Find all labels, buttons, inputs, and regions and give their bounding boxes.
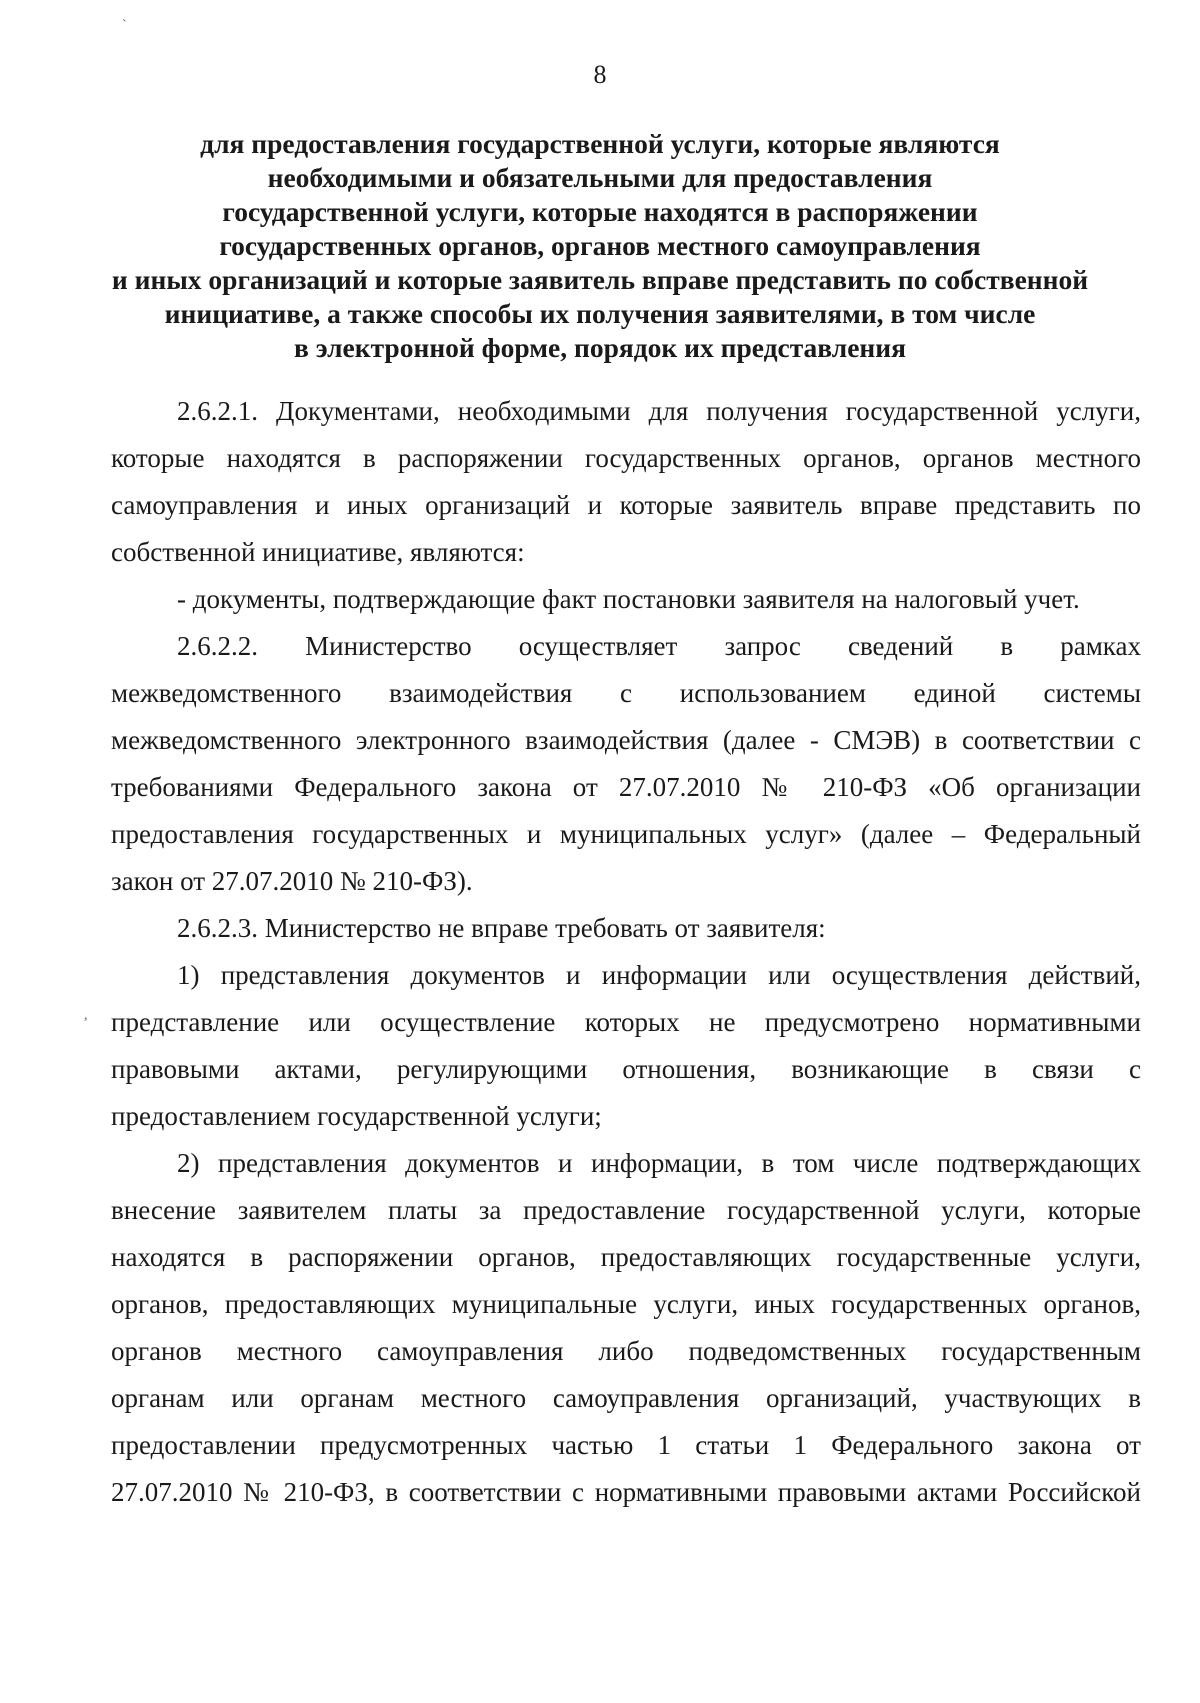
text-line: межведомственного электронного взаимодействия (далее - СМЭВ) в соответствии с <box>111 725 1141 755</box>
heading-line: для предоставления государственной услуги, которые являются <box>200 128 1000 159</box>
text-line: 27.07.2010 № 210-ФЗ, в соответствии с нормативными правовыми актами Российской <box>111 1477 1141 1507</box>
text-line: 2.6.2.1. Документами, необходимыми для получения государственной услуги, <box>177 396 1141 426</box>
text-line: 2.6.2.2. Министерство осуществляет запрос сведений в рамках <box>177 631 1141 661</box>
text-line: закон от 27.07.2010 № 210-ФЗ). <box>111 866 473 896</box>
heading-line: в электронной форме, порядок их представления <box>294 332 906 363</box>
text-line: межведомственного взаимодействия с использованием единой системы <box>111 678 1141 708</box>
text-line: предоставления государственных и муниципальных услуг» (далее – Федеральный <box>111 819 1141 849</box>
text-line: внесение заявителем платы за предоставление государственной услуги, которые <box>111 1195 1141 1225</box>
text-line: - документы, подтверждающие факт постановки заявителя на налоговый учет. <box>177 584 1080 614</box>
page-number: 8 <box>593 60 607 89</box>
text-line: органам или органам местного самоуправления организаций, участвующих в <box>111 1383 1141 1413</box>
heading-line: необходимыми и обязательными для предоставления <box>267 162 933 193</box>
text-line: требованиями Федерального закона от 27.07.2010 № 210-ФЗ «Об организации <box>111 772 1141 802</box>
text-line: собственной инициативе, являются: <box>111 537 525 567</box>
text-line: правовыми актами, регулирующими отношения, возникающие в связи с <box>111 1054 1141 1084</box>
list-item-1 <box>111 952 1141 1140</box>
paragraph-bullet <box>111 576 1141 623</box>
text-line: представление или осуществление которых не предусмотрено нормативными <box>111 1007 1141 1037</box>
text-line: 2) представления документов и информации, в том числе подтверждающих <box>177 1148 1141 1178</box>
heading-line: государственных органов, органов местного самоуправления <box>219 230 981 261</box>
text-line: предоставлением государственной услуги; <box>111 1101 602 1131</box>
text-line: находятся в распоряжении органов, предоставляющих государственные услуги, <box>111 1242 1141 1272</box>
heading-line: и иных организаций и которые заявитель вправе представить по собственной <box>111 264 1089 295</box>
text-line: 2.6.2.3. Министерство не вправе требовать от заявителя: <box>177 913 826 943</box>
text-line: которые находятся в распоряжении государственных органов, органов местного <box>111 443 1141 473</box>
scan-artifact-mark: , <box>84 1008 88 1023</box>
scan-artifact-mark: ` <box>122 18 127 33</box>
paragraph-2-6-2-3 <box>111 905 1141 952</box>
section-heading <box>100 127 1100 365</box>
list-item-2 <box>111 1140 1141 1516</box>
heading-line: инициативе, а также способы их получения заявителями, в том числе <box>164 298 1036 329</box>
text-line: 1) представления документов и информации или осуществления действий, <box>177 960 1141 990</box>
text-line: органов, предоставляющих муниципальные услуги, иных государственных органов, <box>111 1289 1141 1319</box>
paragraph-2-6-2-2 <box>111 623 1141 905</box>
heading-line: государственной услуги, которые находятся в распоряжении <box>222 196 978 227</box>
paragraph-2-6-2-1 <box>111 388 1141 576</box>
text-line: самоуправления и иных организаций и которые заявитель вправе представить по <box>111 490 1141 520</box>
document-body <box>111 388 1141 1516</box>
text-line: предоставлении предусмотренных частью 1 статьи 1 Федерального закона от <box>111 1430 1141 1460</box>
text-line: органов местного самоуправления либо подведомственных государственным <box>111 1336 1141 1366</box>
